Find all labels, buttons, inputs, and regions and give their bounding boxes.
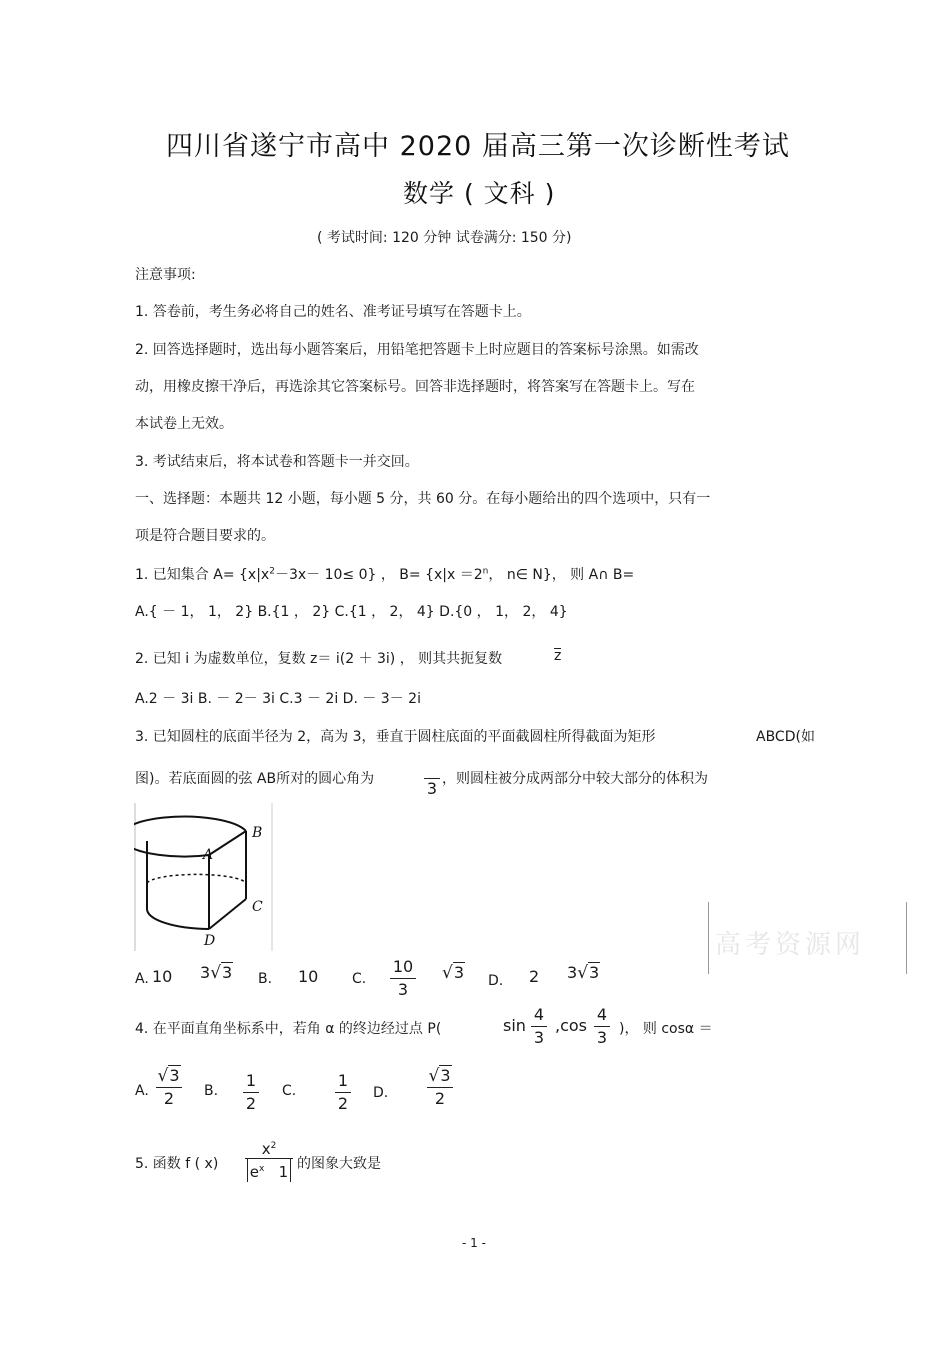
q3-option-d-label: D. <box>488 973 504 989</box>
q4-option-b-fraction: 1 2 <box>243 1071 259 1114</box>
notice-item-2-end: 本试卷上无效。 <box>135 416 233 432</box>
exam-info: ( 考试时间: 120 分钟 试卷满分: 150 分) <box>317 230 572 246</box>
q4-option-c-label: C. <box>282 1083 297 1099</box>
q4-sin-fraction: 4 3 <box>531 1005 547 1048</box>
section-heading-cont: 项是符合题目要求的。 <box>135 528 275 544</box>
notice-heading: 注意事项: <box>135 267 196 283</box>
question-4-stem-end: )， 则 cosα ＝ <box>619 1021 713 1037</box>
q4-option-c-fraction: 1 2 <box>335 1071 351 1114</box>
question-2-stem: 2. 已知 i 为虚数单位，复数 z＝ i(2 ＋ 3i) ， 则其共扼复数 <box>135 651 503 667</box>
q3-option-a-root: 3√3 <box>200 963 233 983</box>
q3-option-d-value: 2 <box>529 967 540 986</box>
q3-option-b-value: 10 <box>298 967 319 986</box>
page-subtitle: 数学 ( 文科 ) <box>403 179 556 208</box>
watermark-text: 高考资源网 <box>715 930 866 960</box>
q4-cos-fraction: 4 3 <box>594 1005 610 1048</box>
q3-option-a-label: A. <box>135 971 149 987</box>
question-3-abcd: ABCD(如 <box>756 729 815 745</box>
notice-item-3: 3. 考试结束后，将本试卷和答题卡一并交回。 <box>135 454 419 470</box>
watermark-stamp <box>708 902 907 974</box>
q3-option-b-label: B. <box>258 971 273 987</box>
notice-item-2: 2. 回答选择题时，选出每小题答案后，用铅笔把答题卡上时应题目的答案标号涂黑。如需改 <box>135 342 699 358</box>
question-3-stem: 3. 已知圆柱的底面半径为 2，高为 3，垂直于圆柱底面的平面截圆柱所得截面为矩形 <box>135 729 656 745</box>
q4-option-d-fraction: √3 2 <box>427 1066 453 1109</box>
figure-label-a: A <box>203 847 214 863</box>
question-1-stem: 1. 已知集合 $A= \{x|x^2-3x- 10\le 0\}$ ， $B= \{x|x =2^n$， n∈ N}， 则 A∩ B= <box>135 566 635 583</box>
figure-label-c: C <box>252 899 263 915</box>
question-4-stem: 4. 在平面直角坐标系中，若角 α 的终边经过点 P( <box>135 1021 442 1037</box>
q4-option-a-fraction: √3 2 <box>156 1066 182 1109</box>
q3-option-c-root: √3 <box>442 963 465 983</box>
q3-option-c-fraction: 10 3 <box>390 957 416 1000</box>
q4-option-a-label: A. <box>135 1083 149 1099</box>
figure-label-b: B <box>252 825 263 841</box>
q3-option-a-value: 10 <box>152 967 173 986</box>
q3-option-d-root: 3√3 <box>567 963 600 983</box>
question-3-stem-end: ，则圆柱被分成两部分中较大部分的体积为 <box>442 771 708 787</box>
notice-item-2-cont: 动，用橡皮擦干净后，再选涂其它答案标号。回答非选择题时，将答案写在答题卡上。写在 <box>135 379 695 395</box>
q4-cos: ,cos <box>555 1016 588 1035</box>
q3-option-c-label: C. <box>352 971 367 987</box>
q4-sin: sin <box>503 1016 526 1035</box>
question-5-stem-end: 的图象大致是 <box>297 1156 381 1172</box>
page-title: 四川省遂宁市高中 2020 届高三第一次诊断性考试 <box>166 131 790 162</box>
conjugate-z: z <box>554 648 562 664</box>
question-5-stem: 5. 函数 f ( x) <box>135 1156 219 1172</box>
angle-fraction: 3 <box>424 770 440 799</box>
page-number: - 1 - <box>462 1236 486 1250</box>
question-1-options: A.{ － 1， 1， 2} B.{1 ， 2} C.{1 ， 2， 4} D.{0 ， 1， 2， 4} <box>135 604 568 620</box>
question-2-options: A.2 － 3i B. － 2－ 3i C.3 － 2i D. － 3－ 2i <box>135 691 421 707</box>
section-heading: 一、选择题：本题共 12 小题，每小题 5 分，共 60 分。在每小题给出的四个选项中，只有一 <box>135 491 711 507</box>
q5-fraction: $x^2$ $e^x$ 1 <box>245 1137 293 1182</box>
q4-option-b-label: B. <box>204 1083 219 1099</box>
figure-label-d: D <box>204 933 216 949</box>
notice-item-1: 1. 答卷前，考生务必将自己的姓名、准考证号填写在答题卡上。 <box>135 304 531 320</box>
question-3-stem-cont: 图)。若底面圆的弦 AB所对的圆心角为 <box>135 771 375 787</box>
q4-option-d-label: D. <box>373 1085 389 1101</box>
cylinder-figure <box>134 803 276 951</box>
